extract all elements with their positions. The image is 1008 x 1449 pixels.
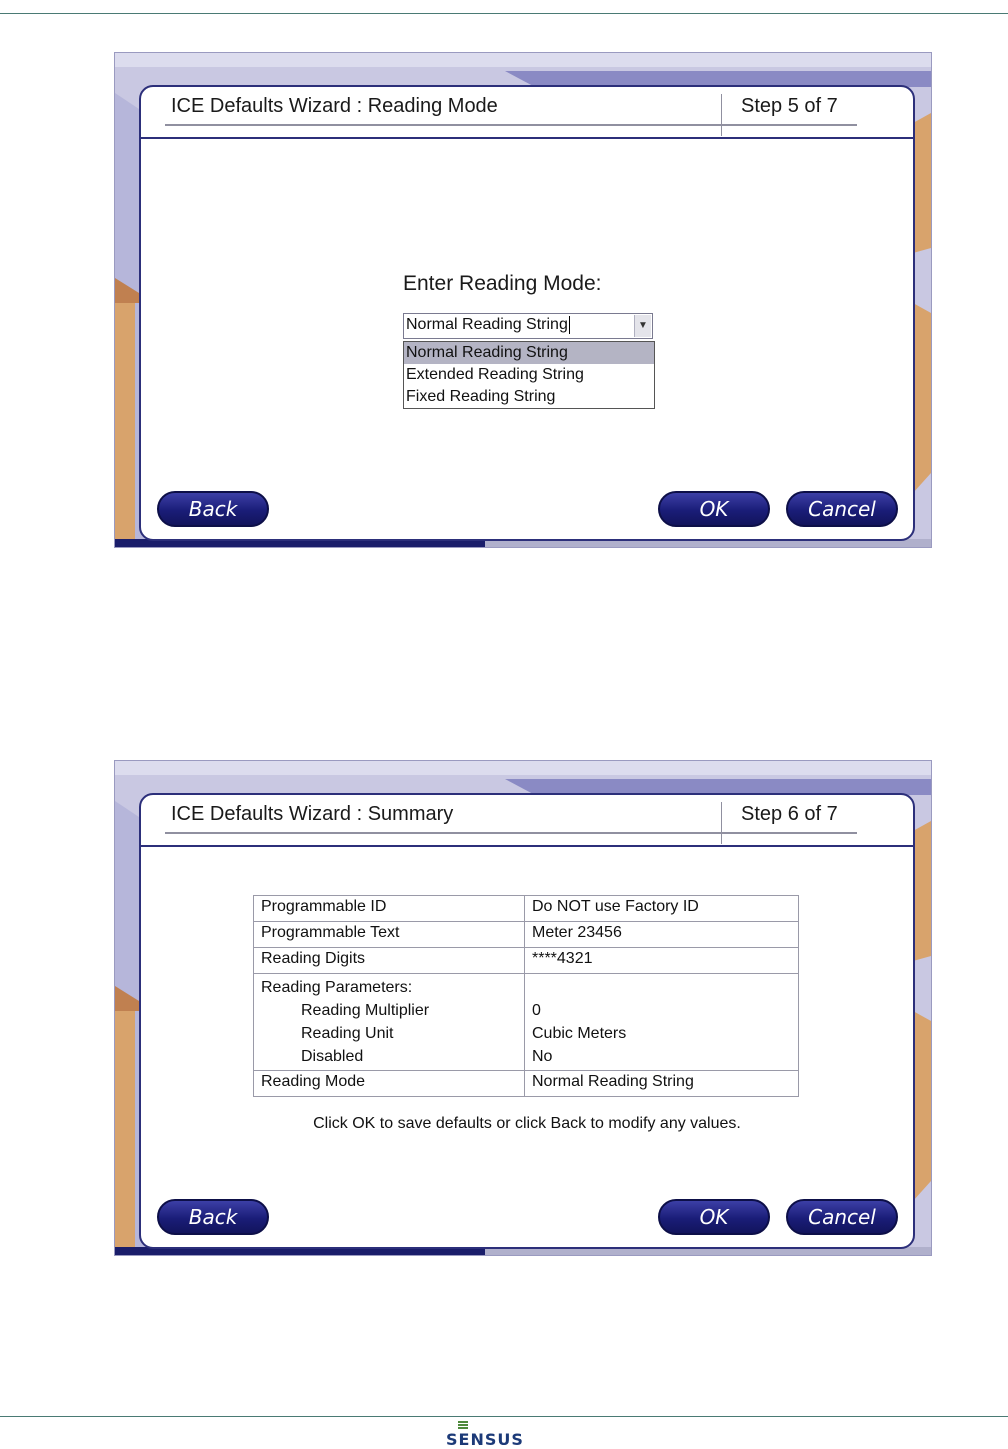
bottom-rule [0, 1416, 1008, 1417]
ok-button[interactable]: OK [658, 491, 770, 527]
param-value: 0 [532, 1002, 541, 1019]
header-underline-step [725, 832, 857, 834]
option-fixed-reading-string[interactable]: Fixed Reading String [406, 388, 556, 405]
wizard-title: ICE Defaults Wizard : Summary [171, 803, 454, 825]
wizard-summary-window [114, 760, 932, 1256]
parameters-heading: Reading Parameters: [261, 979, 413, 996]
reading-mode-select[interactable] [403, 313, 653, 339]
instruction-text: Click OK to save defaults or click Back to modify any values. [313, 1115, 741, 1132]
option-normal-reading-string[interactable]: Normal Reading String [404, 342, 654, 364]
reading-mode-dropdown-list [403, 341, 655, 409]
param-value: Cubic Meters [532, 1025, 627, 1042]
wizard-panel [139, 85, 915, 541]
header-underline-step [725, 124, 857, 126]
summary-table [253, 895, 799, 1097]
logo-bars-icon [458, 1421, 468, 1430]
top-rule [0, 13, 1008, 14]
summary-value: Do NOT use Factory ID [525, 896, 799, 922]
wizard-step: Step 5 of 7 [741, 95, 838, 117]
header-rule [141, 845, 913, 847]
wizard-step: Step 6 of 7 [741, 803, 838, 825]
summary-label: Reading Mode [254, 1071, 525, 1097]
header-divider [721, 94, 722, 136]
summary-value: ****4321 [525, 948, 799, 974]
header-underline [165, 124, 725, 126]
reading-mode-prompt: Enter Reading Mode: [403, 272, 602, 295]
table-row-parameters [254, 974, 799, 1071]
reading-mode-selected-value: Normal Reading String [406, 316, 568, 333]
summary-label: Programmable ID [254, 896, 525, 922]
cancel-button[interactable]: Cancel [786, 1199, 898, 1235]
header-divider [721, 802, 722, 844]
back-button[interactable]: Back [157, 1199, 269, 1235]
param-label: Reading Unit [301, 1025, 394, 1042]
sensus-logo [446, 1421, 526, 1449]
summary-value: Meter 23456 [525, 922, 799, 948]
table-row [254, 922, 799, 948]
summary-label: Programmable Text [254, 922, 525, 948]
param-label: Reading Multiplier [301, 1002, 430, 1019]
wizard-title: ICE Defaults Wizard : Reading Mode [171, 95, 498, 117]
logo-text: SENSUS [446, 1430, 524, 1449]
table-row [254, 948, 799, 974]
table-row [254, 1071, 799, 1097]
summary-value: Normal Reading String [525, 1071, 799, 1097]
wizard-panel [139, 793, 915, 1249]
param-value: No [532, 1048, 553, 1065]
param-label: Disabled [301, 1048, 364, 1065]
chevron-down-icon[interactable]: ▼ [634, 315, 651, 337]
header-rule [141, 137, 913, 139]
summary-label: Reading Digits [254, 948, 525, 974]
header-underline [165, 832, 725, 834]
table-row [254, 896, 799, 922]
option-extended-reading-string[interactable]: Extended Reading String [406, 366, 584, 383]
cancel-button[interactable]: Cancel [786, 491, 898, 527]
parameters-values [525, 974, 799, 1071]
parameters-labels [254, 974, 525, 1071]
ok-button[interactable]: OK [658, 1199, 770, 1235]
wizard-reading-mode-window [114, 52, 932, 548]
back-button[interactable]: Back [157, 491, 269, 527]
